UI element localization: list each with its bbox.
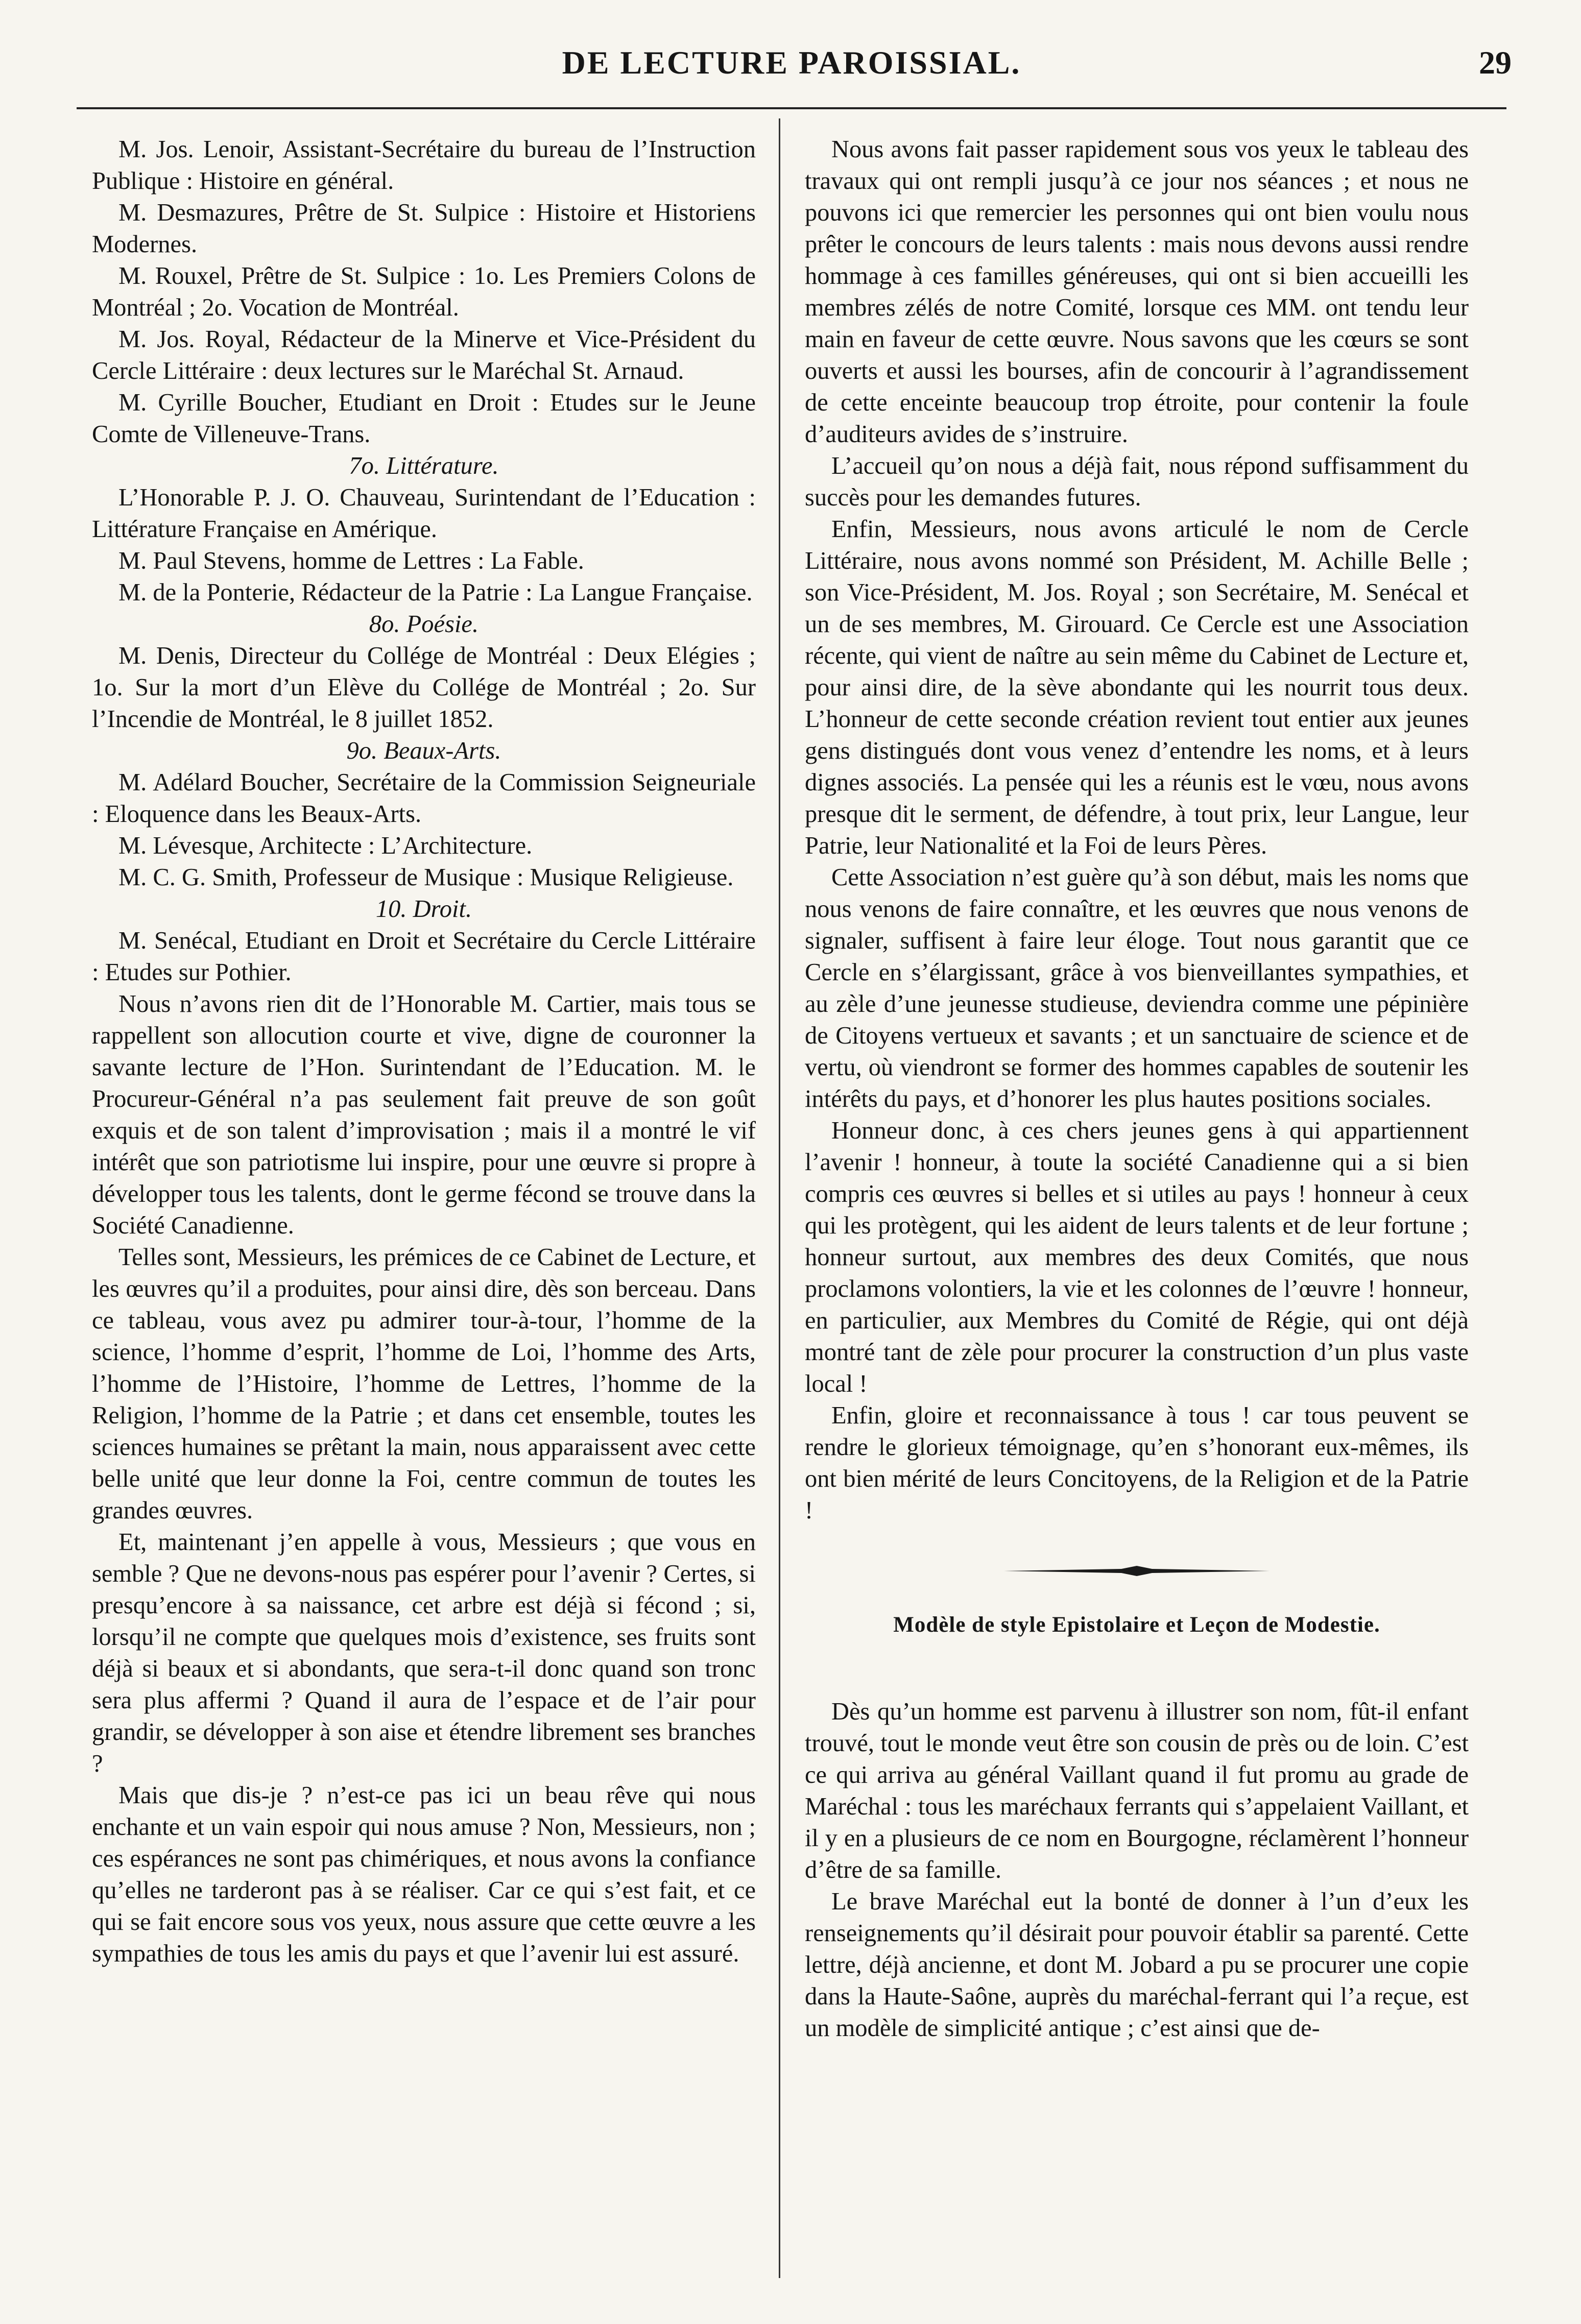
paragraph: Enfin, gloire et reconnaissance à tous ! car tous peuvent se rendre le glorieux témoignage, qu’en s’honorant eux-mêmes, ils ont bien mérité de leurs Concitoyens, de la Religion et de la Patrie ! [805,1402,1469,1524]
paragraph: M. Paul Stevens, homme de Lettres : La Fable. [118,547,584,574]
paragraph: Et, maintenant j’en appelle à vous, Messieurs ; que vous en semble ? Que ne devons-nous pas espérer pour l’avenir ? Certes, si presqu’encore à sa naissance, cet arbre est déjà si fécond ; si, lorsqu’il ne compte que quelques mois d’existence, ses fruits sont déjà si beaux et si abondants, que sera-t-il donc quand son tronc sera plus affermi ? Quand il aura de l’espace et de l’air pour grandir, se développer à son aise et étendre librement ses branches ? [92,1529,756,1777]
paragraph: Le brave Maréchal eut la bonté de donner à l’un d’eux les renseignements qu’il désirait pour pouvoir établir sa parenté. Cette lettre, déjà ancienne, et dont M. Jobard a pu se procurer une copie dans la Haute-Saône, auprès du maréchal-ferrant qui l’a reçue, est un modèle de simplicité antique ; c’est ainsi que de- [805,1888,1469,2042]
section-heading: 10. Droit. [375,895,472,923]
page-number: 29 [1479,44,1512,81]
paragraph: Mais que dis-je ? n’est-ce pas ici un beau rêve qui nous enchante et un vain espoir qui nous amuse ? Non, Messieurs, non ; ces espérances ne sont pas chimériques, et nous avons la confiance qu’elles ne tarderont pas à se réaliser. Car ce qui s’est fait, et ce qui se fait encore sous vos yeux, nous assure que cette œuvre a les sympathies de tous les amis du pays et que l’avenir lui est assuré. [92,1782,756,1967]
paragraph: Enfin, Messieurs, nous avons articulé le nom de Cercle Littéraire, nous avons nommé son Président, M. Achille Belle ; son Vice-Président, M. Jos. Royal ; son Secrétaire, M. Senécal et un de ses membres, M. Girouard. Ce Cercle est une Association récente, qui vient de naître au sein même du Cabinet de Lecture et, pour ainsi dire, de la sève abondante qui les nourrit tous deux. L’honneur de cette seconde création revient tout entier aux jeunes gens distingués dont vous venez d’entendre les noms, et à leurs dignes associés. La pensée qui les a réunis est le vœu, nous avons presque dit le serment, de défendre, à tout prix, leur Langue, leur Patrie, leur Nationalité et la Foi de leurs Pères. [805,516,1469,859]
header-rule [77,107,1506,109]
paragraph: M. Cyrille Boucher, Etudiant en Droit : Etudes sur le Jeune Comte de Villeneuve-Trans. [92,389,756,448]
paragraph: M. Jos. Lenoir, Assistant-Secrétaire du bureau de l’Instruction Publique : Histoire en général. [92,136,756,195]
paragraph: M. C. G. Smith, Professeur de Musique : Musique Religieuse. [118,864,734,891]
section-heading: 9o. Beaux-Arts. [346,737,501,764]
paragraph: M. Adélard Boucher, Secrétaire de la Commission Seigneuriale : Eloquence dans les Beaux-Arts. [92,769,756,828]
column-divider [779,118,780,2278]
section-heading: 7o. Littérature. [349,452,499,479]
paragraph: M. Rouxel, Prêtre de St. Sulpice : 1o. Les Premiers Colons de Montréal ; 2o. Vocation de Montréal. [92,262,756,321]
paragraph: Telles sont, Messieurs, les prémices de ce Cabinet de Lecture, et les œuvres qu’il a produites, pour ainsi dire, dès son berceau. Dans ce tableau, vous avez pu admirer tour-à-tour, l’homme de la science, l’homme d’esprit, l’homme de Loi, l’homme des Arts, l’homme de l’Histoire, l’homme de Lettres, l’homme de la Religion, l’homme de la Patrie ; et dans cet ensemble, toutes les sciences humaines se prêtant la main, nous apparaissent avec cette belle unité que leur donne la Foi, centre commun de toutes les grandes œuvres. [92,1244,756,1524]
paragraph: Nous avons fait passer rapidement sous vos yeux le tableau des travaux qui ont rempli jusqu’à ce jour nos séances ; et nous ne pouvons ici que remercier les personnes qui ont bien voulu nous prêter le concours de leurs talents : mais nous devons aussi rendre hommage à ces familles généreuses, qui ont si bien accueilli les membres zélés de notre Comité, lorsque ces MM. ont tendu leur main en faveur de cette œuvre. Nous savons que les cœurs se sont ouverts et aussi les bourses, afin de concourir à l’agrandissement de cette enceinte beaucoup trop étroite, pour contenir la foule d’auditeurs avides de s’instruire. [805,136,1469,448]
paragraph: M. Jos. Royal, Rédacteur de la Minerve et Vice-Président du Cercle Littéraire : deux lectures sur le Maréchal St. Arnaud. [92,326,756,384]
paragraph: M. Denis, Directeur du Collége de Montréal : Deux Elégies ; 1o. Sur la mort d’un Elève du Collége de Montréal ; 2o. Sur l’Incendie de Montréal, le 8 juillet 1852. [92,642,756,733]
paragraph: M. Desmazures, Prêtre de St. Sulpice : Histoire et Historiens Modernes. [92,199,756,258]
paragraph: M. Senécal, Etudiant en Droit et Secrétaire du Cercle Littéraire : Etudes sur Pothier. [92,927,756,986]
paragraph: M. Lévesque, Architecte : L’Architecture. [118,832,533,859]
page-header [71,44,1512,90]
article-title: Modèle de style Epistolaire et Leçon de Modestie. [893,1613,1380,1637]
paragraph: Nous n’avons rien dit de l’Honorable M. Cartier, mais tous se rappellent son allocution courte et vive, digne de couronner la savante lecture de l’Hon. Surintendant de l’Education. M. le Procureur-Général n’a pas seulement fait preuve de son goût exquis et de son talent d’improvisation ; mais il a montré le vif intérêt que son patriotisme lui inspire, pour une œuvre si propre à développer tous les talents, dont le germe fécond se trouve dans la Société Canadienne. [92,990,756,1239]
right-column [805,134,1469,2044]
paragraph: Honneur donc, à ces chers jeunes gens à qui appartiennent l’avenir ! honneur, à toute la société Canadienne qui a si bien compris ces œuvres si belles et si utiles au pays ! honneur à ceux qui les protègent, qui les aident de leurs talents et de leur fortune ; honneur surtout, aux membres des deux Comités, que nous proclamons volontiers, la vie et les colonnes de l’œuvre ! honneur, en particulier, aux Membres du Comité de Régie, qui ont déjà montré tant de zèle pour procurer la construction d’un plus vaste local ! [805,1117,1469,1397]
paragraph: Cette Association n’est guère qu’à son début, mais les noms que nous venons de faire connaître, et les œuvres que nous venons de signaler, suffisent à faire leur éloge. Tout nous garantit que ce Cercle en s’élargissant, grâce à vos bienveillantes sympathies, et au zèle d’une jeunesse studieuse, deviendra comme une pépinière de Citoyens vertueux et savants ; et un sanctuaire de science et de vertu, où viendront se former des hommes capables de soutenir les intérêts du pays, et d’honorer les plus hautes positions sociales. [805,864,1469,1112]
running-title: DE LECTURE PAROISSIAL. [562,44,1021,81]
paragraph: M. de la Ponterie, Rédacteur de la Patrie : La Langue Française. [118,579,753,606]
paragraph: L’accueil qu’on nous a déjà fait, nous répond suffisamment du succès pour les demandes futures. [805,452,1469,511]
section-heading: 8o. Poésie. [369,611,479,638]
left-column [92,134,756,1970]
paragraph: L’Honorable P. J. O. Chauveau, Surintendant de l’Education : Littérature Française en Amérique. [92,484,756,543]
section-divider-ornament [1004,1564,1269,1578]
paragraph: Dès qu’un homme est parvenu à illustrer son nom, fût-il enfant trouvé, tout le monde veut être son cousin de près ou de loin. C’est ce qui arriva au général Vaillant quand il fut promu au grade de Maréchal : tous les maréchaux ferrants qui s’appelaient Vaillant, et il y en a plusieurs de ce nom en Bourgogne, réclamèrent l’honneur d’être de sa famille. [805,1698,1469,1883]
